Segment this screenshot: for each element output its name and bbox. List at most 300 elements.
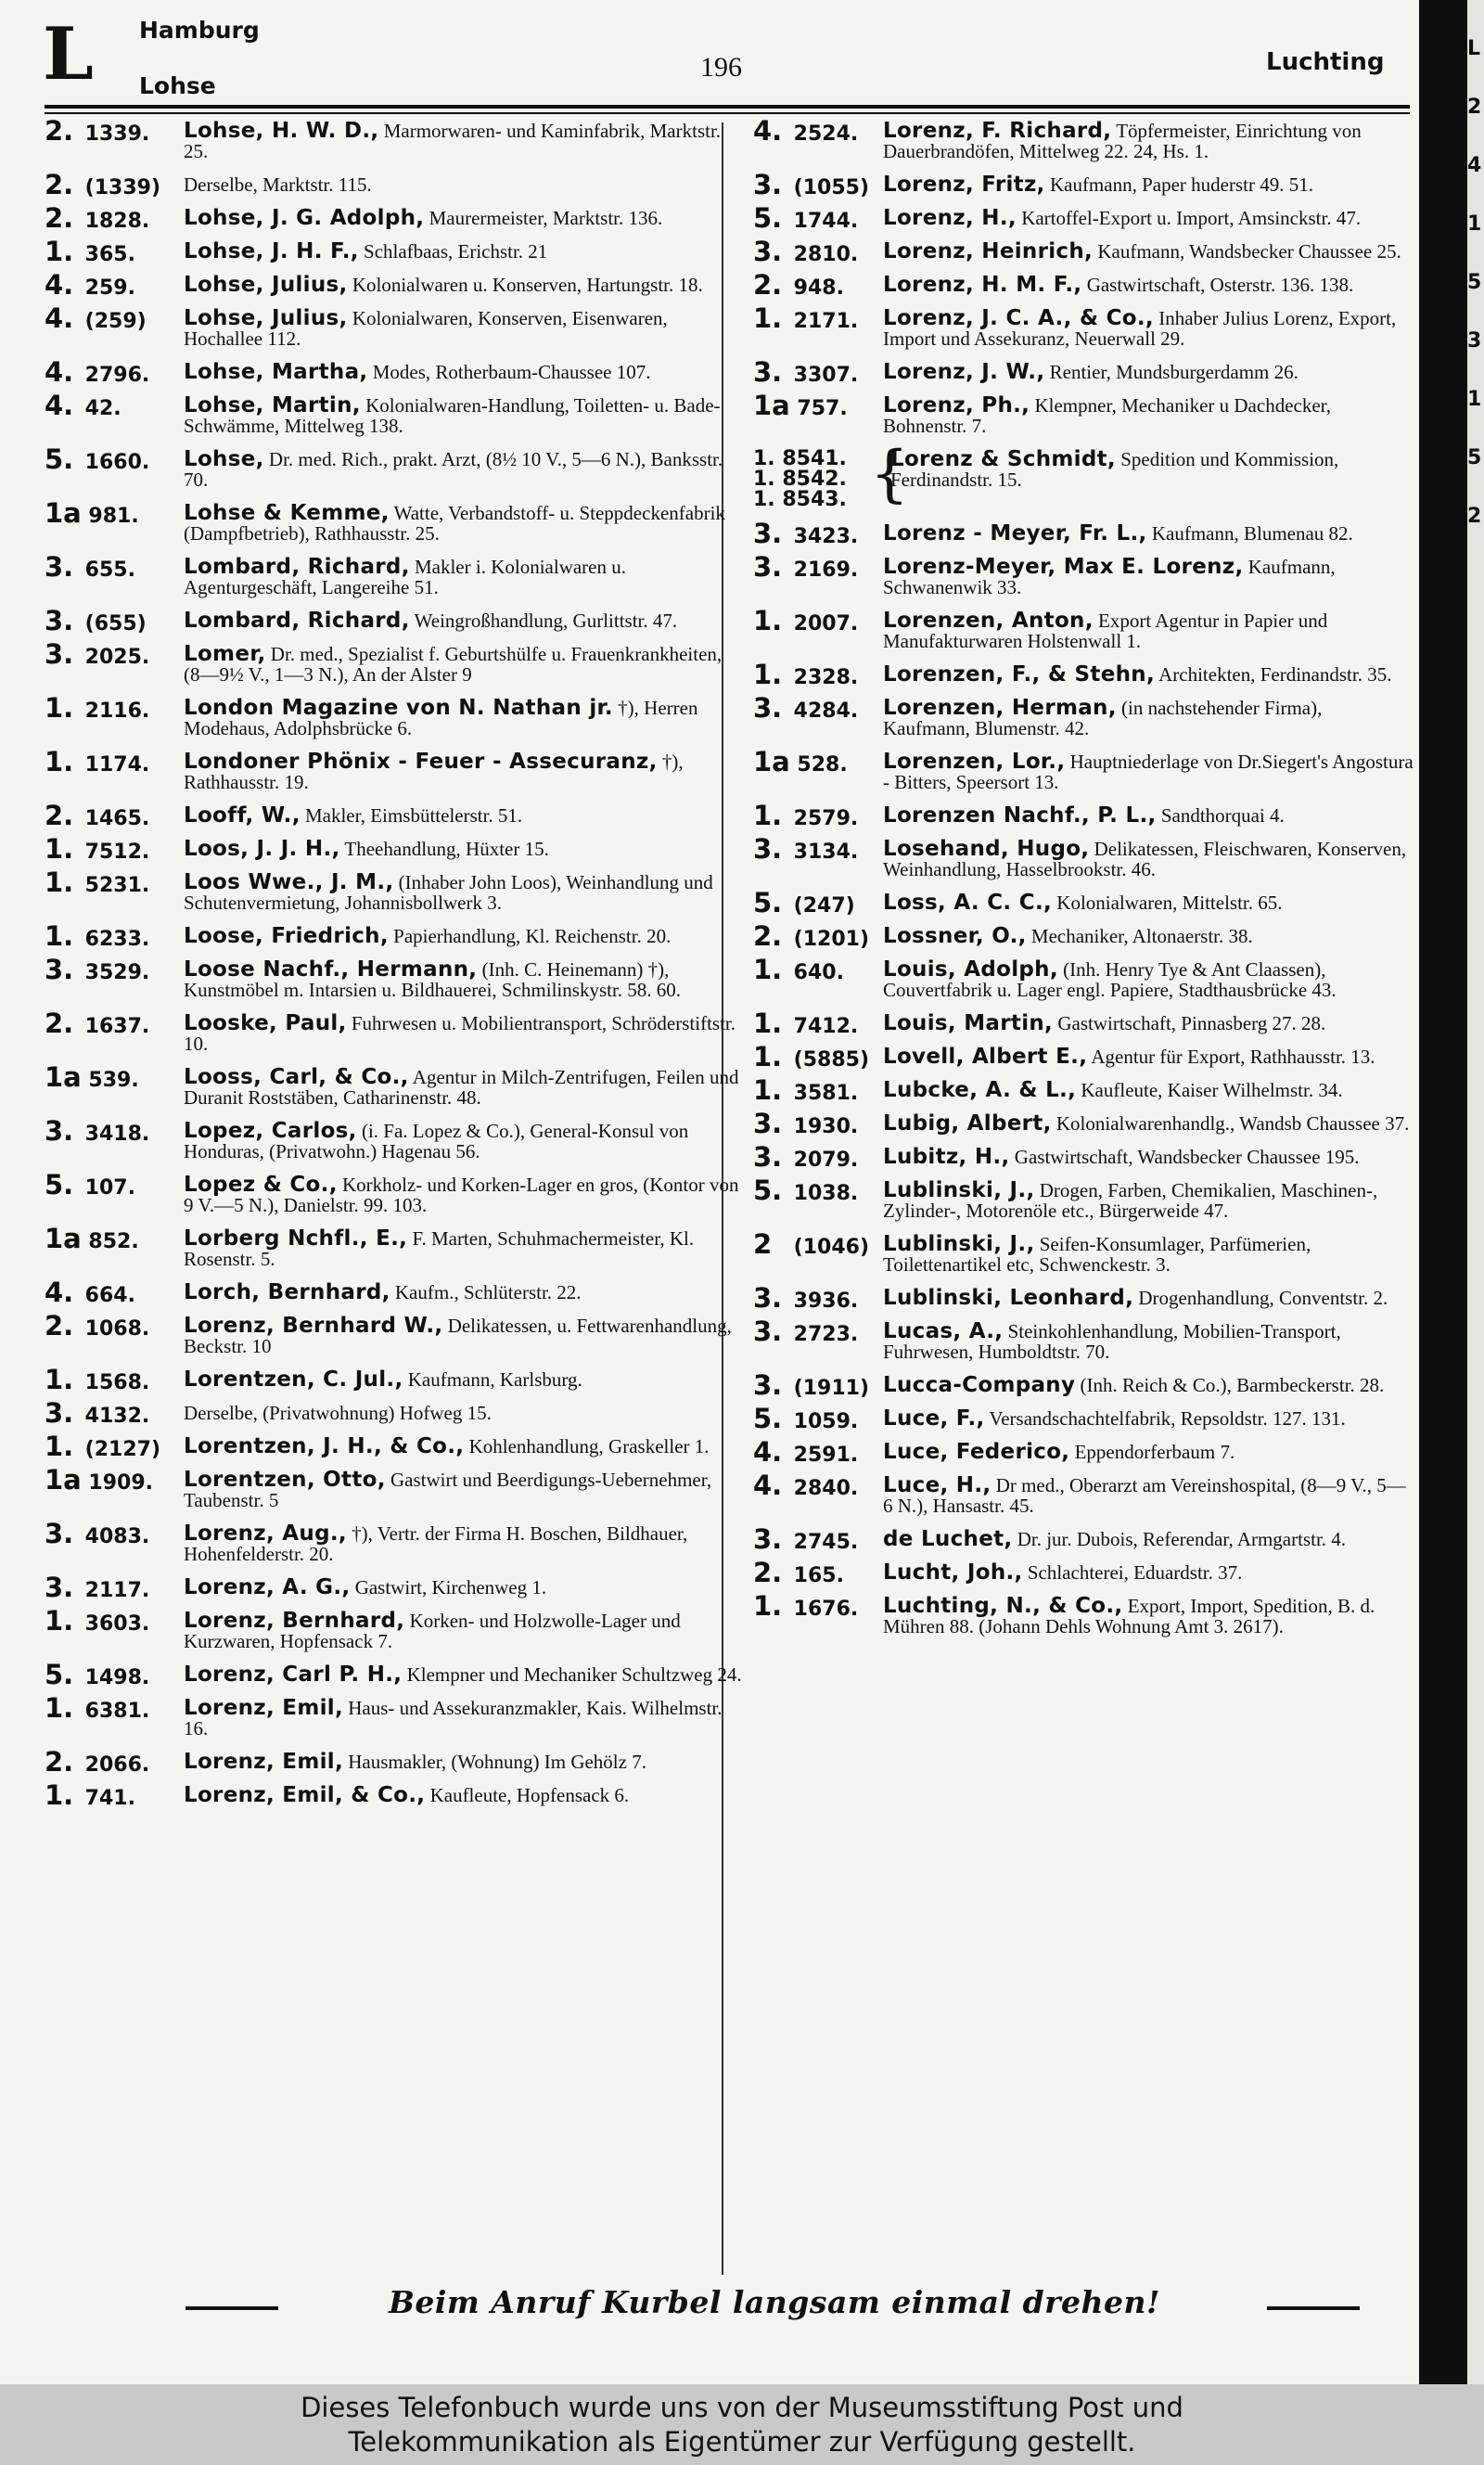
line-number: 664.: [84, 1284, 135, 1307]
phone-number: [753, 269, 890, 301]
exchange-code: 3.: [45, 551, 74, 583]
line-number: 2796.: [84, 364, 150, 387]
subscriber-details: Export, Import, Spedition, B. d. Mühren 88. (Johann Dehls Wohnung Amt 3. 2617).: [883, 1595, 1375, 1637]
line-number: (247): [793, 894, 855, 918]
exchange-code: 1.: [45, 746, 74, 777]
line-number: 655.: [84, 558, 135, 582]
line-number: 1930.: [793, 1115, 859, 1138]
phone-number: [45, 1397, 182, 1429]
directory-entry: [45, 1779, 742, 1811]
directory-entry: [753, 800, 1414, 831]
line-number: 1339.: [84, 122, 150, 146]
exchange-code: 1.: [45, 867, 74, 898]
subscriber-name: Lorenz-Meyer, Max E. Lorenz,: [883, 555, 1244, 579]
subscriber-details: Weingroßhandlung, Gurlittstr. 47.: [414, 610, 678, 632]
line-number: (1339): [84, 176, 161, 199]
directory-entry: [45, 1169, 742, 1216]
subscriber-details: Export Agentur in Papier und Manufakturwaren Holstenwall 1.: [883, 610, 1328, 652]
exchange-code: 1a: [753, 746, 790, 777]
phone-number: [45, 1518, 182, 1549]
subscriber-details: Korken- und Holzwolle-Lager und Kurzwaren, Hopfensack 7.: [184, 1610, 681, 1652]
directory-entry: [753, 833, 1414, 880]
phone-number: [45, 746, 182, 777]
line-number: (5885): [793, 1048, 870, 1072]
exchange-code: 4.: [45, 1277, 74, 1308]
subscriber-details: Makler, Eimsbüttelerstr. 51.: [304, 804, 523, 827]
exchange-code: 3.: [753, 1141, 783, 1173]
phone-number: [753, 1074, 890, 1106]
exchange-code: 4.: [45, 302, 74, 334]
directory-entry: [45, 551, 742, 598]
adjacent-page-glyph: 4: [1467, 154, 1482, 177]
exchange-code: 3.: [753, 1108, 783, 1139]
subscriber-details: Dr med., Oberarzt am Vereinshospital, (8—9 V., 5—6 N.), Hansastr. 45.: [883, 1474, 1406, 1517]
subscriber-name: Lohse, H. W. D.,: [184, 119, 379, 143]
subscriber-name: Lohse, Julius,: [184, 273, 348, 297]
directory-entry: [45, 638, 742, 686]
subscriber-details: Maurermeister, Marktstr. 136.: [429, 207, 663, 229]
subscriber-name: Lorenzen, F., & Stehn,: [883, 662, 1155, 687]
line-number: 741.: [84, 1787, 135, 1810]
subscriber-details: Drogen, Farben, Chemikalien, Maschinen-, Zylinder-, Motorenöle etc., Bürgerweide 47.: [883, 1179, 1378, 1222]
subscriber-name: Loos Wwe., J. M.,: [184, 870, 394, 894]
subscriber-name: Luce, H.,: [883, 1473, 991, 1497]
adjacent-page-glyph: 1: [1467, 388, 1482, 411]
line-number: (655): [84, 612, 147, 636]
phone-number: [45, 605, 182, 636]
exchange-code: 1a: [753, 390, 790, 421]
subscriber-name: Lorenz, Heinrich,: [883, 239, 1094, 263]
exchange-code: 3.: [45, 1572, 74, 1603]
subscriber-name: Lohse, Martha,: [184, 360, 368, 384]
phone-number: 1. 8541.: [753, 447, 847, 470]
directory-entry: [753, 1523, 1414, 1555]
phone-number: [753, 202, 890, 234]
directory-entry: [753, 1557, 1414, 1588]
subscriber-details: Agentur in Milch-Zentrifugen, Feilen und Duranit Roststäben, Catharinenstr. 48.: [184, 1066, 739, 1109]
phone-number: [45, 356, 182, 388]
line-number: (1911): [793, 1377, 870, 1400]
subscriber-details: Dr. jur. Dubois, Referendar, Armgartstr. 4.: [1017, 1528, 1347, 1550]
phone-number: [753, 302, 890, 334]
phone-number: [45, 833, 182, 865]
subscriber-name: Lohse,: [184, 447, 264, 471]
subscriber-name: Lorenzen, Herman,: [883, 696, 1117, 720]
line-number: 640.: [793, 961, 844, 984]
subscriber-name: Lombard, Richard,: [184, 609, 410, 633]
phone-number: [753, 746, 890, 777]
subscriber-details: Klempner und Mechaniker Schultzweg 24.: [406, 1663, 742, 1686]
subscriber-name: Lorenz & Schmidt,: [890, 447, 1116, 471]
line-number: 3423.: [793, 525, 859, 548]
directory-entry: [753, 115, 1414, 162]
phone-number: [753, 692, 890, 724]
directory-entry: [753, 1008, 1414, 1039]
exchange-code: 1.: [753, 1008, 783, 1039]
subscriber-name: Lombard, Richard,: [184, 555, 410, 579]
line-number: 3134.: [793, 841, 859, 864]
line-number: (259): [84, 310, 147, 333]
phone-number: [753, 1282, 890, 1314]
phone-number: [753, 659, 890, 690]
phone-number: [753, 1470, 890, 1501]
exchange-code: 2.: [45, 800, 74, 831]
exchange-code: 5.: [45, 1659, 74, 1690]
exchange-code: 2.: [753, 920, 783, 952]
directory-entry: [45, 1277, 742, 1308]
exchange-code: 3.: [753, 518, 783, 549]
subscriber-details: Theehandlung, Hüxter 15.: [344, 838, 549, 860]
subscriber-details: Kaufm., Schlüterstr. 22.: [394, 1281, 582, 1303]
exchange-code: 2: [753, 1228, 773, 1260]
phone-number: [753, 1041, 890, 1072]
line-number: 1038.: [793, 1182, 859, 1205]
line-number: 1174.: [84, 753, 150, 777]
adjacent-page-glyph: 3: [1467, 329, 1482, 353]
phone-number: [45, 920, 182, 952]
phone-number: [45, 1572, 182, 1603]
exchange-code: 1.: [45, 1431, 74, 1462]
exchange-code: 1a: [45, 1061, 82, 1093]
subscriber-name: Looss, Carl, & Co.,: [184, 1065, 409, 1089]
phone-number: [45, 954, 182, 985]
subscriber-name: Lorenz, Carl P. H.,: [184, 1663, 403, 1687]
exchange-code: 5.: [753, 887, 783, 918]
subscriber-details: Sandthorquai 4.: [1160, 804, 1285, 827]
line-number: 2025.: [84, 646, 150, 669]
phone-number: [45, 1169, 182, 1200]
directory-entry: [45, 692, 742, 739]
phone-number: [753, 1369, 890, 1401]
directory-entry: [45, 867, 742, 914]
subscriber-name: Lorenz, Emil, & Co.,: [184, 1783, 426, 1807]
subscriber-name: Lorenz, Emil,: [184, 1750, 343, 1774]
line-number: 948.: [793, 276, 844, 300]
directory-entry: [45, 236, 742, 267]
exchange-code: 1a: [45, 1464, 82, 1496]
exchange-code: 1.: [753, 659, 783, 690]
line-number: 4132.: [84, 1405, 150, 1428]
subscriber-details: Kaufmann, Wandsbecker Chaussee 25.: [1097, 240, 1401, 263]
phone-number: [45, 1605, 182, 1637]
subscriber-details: Spedition und Kommission, Ferdinandstr. 15.: [890, 448, 1339, 491]
phone-number: [753, 236, 890, 267]
directory-entry: [45, 746, 742, 793]
exchange-code: 3.: [753, 236, 783, 267]
exchange-code: 3.: [753, 1523, 783, 1555]
subscriber-details: (Inhaber John Loos), Weinhandlung und Schutenvermietung, Johannisbollwerk 3.: [184, 871, 713, 914]
last-entry-guide: Luchting: [1266, 48, 1385, 76]
subscriber-name: Lorch, Bernhard,: [184, 1280, 390, 1304]
subscriber-name: de Luchet,: [883, 1527, 1013, 1551]
line-number: 3936.: [793, 1290, 859, 1313]
subscriber-name: Lorenz, Bernhard W.,: [184, 1314, 443, 1338]
subscriber-name: Looff, W.,: [184, 803, 301, 828]
exchange-code: 1a: [45, 1223, 82, 1254]
directory-entry: [753, 887, 1414, 918]
line-number: 3529.: [84, 961, 150, 984]
subscriber-name: Lorenz, Emil,: [184, 1696, 343, 1720]
subscriber-name: Lorenz, Ph.,: [883, 393, 1030, 417]
subscriber-name: Lossner, O.,: [883, 924, 1027, 948]
phone-number: [45, 800, 182, 831]
directory-entry: [45, 1464, 742, 1511]
subscriber-name: Lopez, Carlos,: [184, 1119, 357, 1143]
subscriber-name: Lomer,: [184, 642, 266, 666]
exchange-code: 1.: [45, 692, 74, 724]
subscriber-details: (Inh. Henry Tye & Ant Claassen), Couvertfabrik u. Lager engl. Papiere, Stadthausbrücke 43.: [883, 958, 1337, 1001]
line-number: 1676.: [793, 1598, 859, 1621]
subscriber-details: Mechaniker, Altonaerstr. 38.: [1030, 925, 1253, 947]
directory-entry: [45, 1692, 742, 1740]
directory-entry: [45, 1364, 742, 1395]
subscriber-name: Lorenz - Meyer, Fr. L.,: [883, 521, 1147, 546]
subscriber-details: †), Herren Modehaus, Adolphsbrücke 6.: [184, 697, 698, 739]
directory-entry: [753, 390, 1414, 437]
subscriber-name: Lorenz, J. W.,: [883, 360, 1045, 384]
line-number: 2007.: [793, 612, 859, 636]
directory-entry: [753, 954, 1414, 1001]
directory-entry: [45, 833, 742, 865]
directory-entry: [45, 800, 742, 831]
directory-entry: [45, 1746, 742, 1778]
header-rule-thin: [45, 112, 1410, 114]
line-number: 365.: [84, 243, 135, 266]
page-number: 196: [700, 52, 742, 83]
subscriber-name: Lorenz, F. Richard,: [883, 119, 1112, 143]
directory-entry: [753, 1041, 1414, 1072]
directory-entry: [45, 302, 742, 350]
exchange-code: 5.: [45, 1169, 74, 1200]
line-number: 2117.: [84, 1579, 150, 1602]
subscriber-name: Luce, Federico,: [883, 1440, 1070, 1464]
phone-number: [45, 551, 182, 583]
line-number: 757.: [797, 397, 848, 420]
subscriber-name: Luchting, N., & Co.,: [883, 1594, 1123, 1618]
subscriber-details: Dr. med., Spezialist f. Geburtshülfe u. Frauenkrankheiten, (8—9½ V., 1—3 N.), An der Alster 9: [184, 643, 723, 686]
subscriber-details: Kohlenhandlung, Graskeller 1.: [468, 1435, 710, 1457]
phone-number: [753, 115, 890, 147]
line-number: 2579.: [793, 807, 859, 830]
line-number: 1828.: [84, 210, 150, 233]
directory-entry: [45, 1310, 742, 1357]
subscriber-name: Lorenzen Nachf., P. L.,: [883, 803, 1157, 828]
phone-number: [45, 302, 182, 334]
ownership-notice: [0, 2384, 1484, 2465]
directory-entry: [45, 269, 742, 301]
directory-entry: [45, 356, 742, 388]
exchange-code: 3.: [45, 1397, 74, 1429]
exchange-code: 1.: [753, 954, 783, 985]
directory-entry: [753, 551, 1414, 598]
line-number: 6381.: [84, 1700, 150, 1723]
directory-entry: [45, 390, 742, 437]
subscriber-details: Kartoffel-Export u. Import, Amsinckstr. 47.: [1021, 207, 1362, 229]
subscriber-details: Kolonialwaren, Mittelstr. 65.: [1056, 892, 1283, 914]
subscriber-details: Gastwirt, Kirchenweg 1.: [354, 1576, 547, 1598]
directory-entry: [45, 1572, 742, 1603]
subscriber-details: Kaufmann, Blumenau 82.: [1151, 522, 1353, 545]
line-number: 6233.: [84, 928, 150, 951]
exchange-code: 3.: [45, 1115, 74, 1147]
phone-number: [753, 800, 890, 831]
notice-line: Telekommunikation als Eigentümer zur Verfügung gestellt.: [348, 2426, 1136, 2458]
exchange-code: 2.: [45, 169, 74, 200]
phone-number: [753, 1228, 890, 1260]
directory-entry: [753, 269, 1414, 301]
directory-entry: [45, 1008, 742, 1055]
line-number: 539.: [88, 1069, 139, 1092]
line-number: 165.: [793, 1564, 844, 1587]
adjacent-page-glyph: 1: [1467, 212, 1482, 236]
line-number: 107.: [84, 1176, 135, 1200]
subscriber-name: Lorentzen, J. H., & Co.,: [184, 1434, 465, 1458]
phone-number: [45, 1746, 182, 1778]
directory-entry: [753, 356, 1414, 388]
subscriber-name: Luce, F.,: [883, 1406, 985, 1431]
exchange-code: 1.: [753, 800, 783, 831]
phone-number: [753, 920, 890, 952]
subscriber-details: Delikatessen, Fleischwaren, Konserven, Weinhandlung, Hasselbrookstr. 46.: [883, 838, 1407, 880]
subscriber-details: (Inh. Reich & Co.), Barmbeckerstr. 28.: [1080, 1374, 1385, 1396]
subscriber-name: Louis, Martin,: [883, 1011, 1054, 1035]
exchange-code: 1.: [753, 1590, 783, 1622]
adjacent-page-glyph: 5: [1467, 271, 1482, 294]
subscriber-name: Lohse, Martin,: [184, 393, 361, 417]
subscriber-name: Loos, J. J. H.,: [184, 837, 340, 861]
line-number: 3307.: [793, 364, 859, 387]
subscriber-details: Kolonialwarenhandlg., Wandsb Chaussee 37.: [1055, 1112, 1410, 1135]
phone-number: [753, 356, 890, 388]
phone-number: [45, 1115, 182, 1147]
subscriber-name: Lorenz, H. M. F.,: [883, 273, 1082, 297]
phone-number: [45, 1061, 182, 1093]
subscriber-details: Eppendorferbaum 7.: [1074, 1441, 1235, 1463]
subscriber-details: Gastwirt und Beerdigungs-Uebernehmer, Taubenstr. 5: [184, 1469, 712, 1511]
directory-entry: [45, 202, 742, 234]
line-number: 1568.: [84, 1371, 150, 1394]
directory-entry: [753, 1470, 1414, 1517]
exchange-code: 2.: [45, 1746, 74, 1778]
directory-entry: [45, 443, 742, 491]
slogan-rule-left: [186, 2306, 278, 2310]
subscriber-details: Makler i. Kolonialwaren u. Agenturgeschäft, Langereihe 51.: [184, 556, 627, 598]
line-number: 2328.: [793, 666, 859, 689]
phone-number: [45, 1277, 182, 1308]
subscriber-details: Agentur für Export, Rathhausstr. 13.: [1091, 1046, 1375, 1068]
exchange-code: 3.: [753, 1369, 783, 1401]
subscriber-name: Lucht, Joh.,: [883, 1560, 1023, 1585]
directory-entry: [753, 438, 1414, 511]
exchange-code: 5.: [753, 1403, 783, 1434]
phone-number: [45, 390, 182, 421]
subscriber-details: Hauptniederlage von Dr.Siegert's Angostura - Bitters, Speersort 13.: [883, 751, 1414, 793]
line-number: 5231.: [84, 874, 150, 897]
line-number: (1055): [793, 176, 870, 199]
exchange-code: 2.: [45, 1310, 74, 1342]
exchange-code: 1.: [45, 1364, 74, 1395]
subscriber-details: Steinkohlenhandlung, Mobilien-Transport, Fuhrwesen, Humboldtstr. 70.: [883, 1320, 1341, 1363]
subscriber-name: Lovell, Albert E.,: [883, 1045, 1088, 1069]
line-number: 852.: [88, 1230, 139, 1253]
subscriber-name: Lorenz, Bernhard,: [184, 1609, 405, 1633]
subscriber-details: Modes, Rotherbaum-Chaussee 107.: [372, 361, 651, 383]
line-number: 1465.: [84, 807, 150, 830]
line-number: 528.: [797, 753, 848, 777]
directory-entry: [753, 746, 1414, 793]
left-column: [45, 115, 742, 1818]
line-number: 2066.: [84, 1753, 150, 1777]
subscriber-name: Lorenz, Aug.,: [184, 1521, 347, 1546]
phone-number: [753, 169, 890, 200]
subscriber-details: Kolonialwaren u. Konserven, Hartungstr. 18.: [352, 274, 703, 296]
directory-entry: [45, 1605, 742, 1652]
exchange-code: 3.: [753, 169, 783, 200]
subscriber-details: Derselbe, (Privatwohnung) Hofweg 15.: [184, 1402, 492, 1424]
phone-number: [753, 1316, 890, 1347]
directory-entry: [45, 1223, 742, 1270]
subscriber-details: F. Marten, Schuhmachermeister, Kl. Rosenstr. 5.: [184, 1227, 695, 1270]
directory-entry: [45, 1061, 742, 1109]
line-number: 981.: [88, 505, 139, 528]
directory-entry: [45, 605, 742, 636]
directory-entry: [753, 1228, 1414, 1276]
phone-number: [45, 1008, 182, 1039]
phone-number: [45, 1310, 182, 1342]
line-number: 3418.: [84, 1123, 150, 1146]
subscriber-name: Loose, Friedrich,: [184, 924, 389, 948]
directory-entry: [45, 1518, 742, 1565]
adjacent-page-glyph: 2: [1467, 505, 1482, 528]
subscriber-details: Kaufmann, Schwanenwik 33.: [883, 556, 1336, 598]
exchange-code: 3.: [753, 356, 783, 388]
subscriber-details: Gastwirtschaft, Osterstr. 136. 138.: [1086, 274, 1354, 296]
phone-number: [45, 269, 182, 301]
subscriber-details: Rentier, Mundsburgerdamm 26.: [1049, 361, 1298, 383]
directory-entry: [45, 115, 742, 162]
subscriber-details: (Inh. C. Heinemann) †), Kunstmöbel m. Intarsien u. Bildhauerei, Schmilinskystr. 58. 60.: [184, 958, 682, 1001]
phone-number: [45, 692, 182, 724]
subscriber-name: Lorentzen, C. Jul.,: [184, 1367, 403, 1392]
directory-entry: [753, 1590, 1414, 1637]
section-letter: L: [43, 12, 94, 96]
exchange-code: 3.: [45, 605, 74, 636]
line-number: 7412.: [793, 1015, 859, 1038]
phone-number: [753, 1108, 890, 1139]
line-number: 42.: [84, 397, 122, 420]
subscriber-name: Lucas, A.,: [883, 1319, 1004, 1343]
phone-number: [45, 1431, 182, 1462]
exchange-code: 4.: [45, 390, 74, 421]
subscriber-name: Loss, A. C. C.,: [883, 891, 1053, 915]
directory-entry: [753, 1403, 1414, 1434]
phone-number: [753, 954, 890, 985]
exchange-code: 2.: [45, 202, 74, 234]
subscriber-details: Kaufleute, Hopfensack 6.: [429, 1784, 630, 1806]
phone-number: [45, 1223, 182, 1254]
subscriber-details: Dr. med. Rich., prakt. Arzt, (8½ 10 V., 5—6 N.), Banksstr. 70.: [184, 448, 723, 491]
subscriber-details: Korkholz- und Korken-Lager en gros, (Kontor von 9 V.—5 N.), Danielstr. 99. 103.: [184, 1174, 739, 1216]
subscriber-name: Lopez & Co.,: [184, 1173, 338, 1197]
subscriber-name: Lohse, J. H. F.,: [184, 239, 359, 263]
exchange-code: 3.: [753, 1316, 783, 1347]
subscriber-name: Lorentzen, Otto,: [184, 1468, 386, 1492]
subscriber-name: Lohse & Kemme,: [184, 501, 390, 525]
exchange-code: 4.: [45, 356, 74, 388]
directory-entry: [753, 302, 1414, 350]
line-number: (2127): [84, 1438, 161, 1461]
notice-line: Dieses Telefonbuch wurde uns von der Museumsstiftung Post und: [301, 2392, 1183, 2423]
